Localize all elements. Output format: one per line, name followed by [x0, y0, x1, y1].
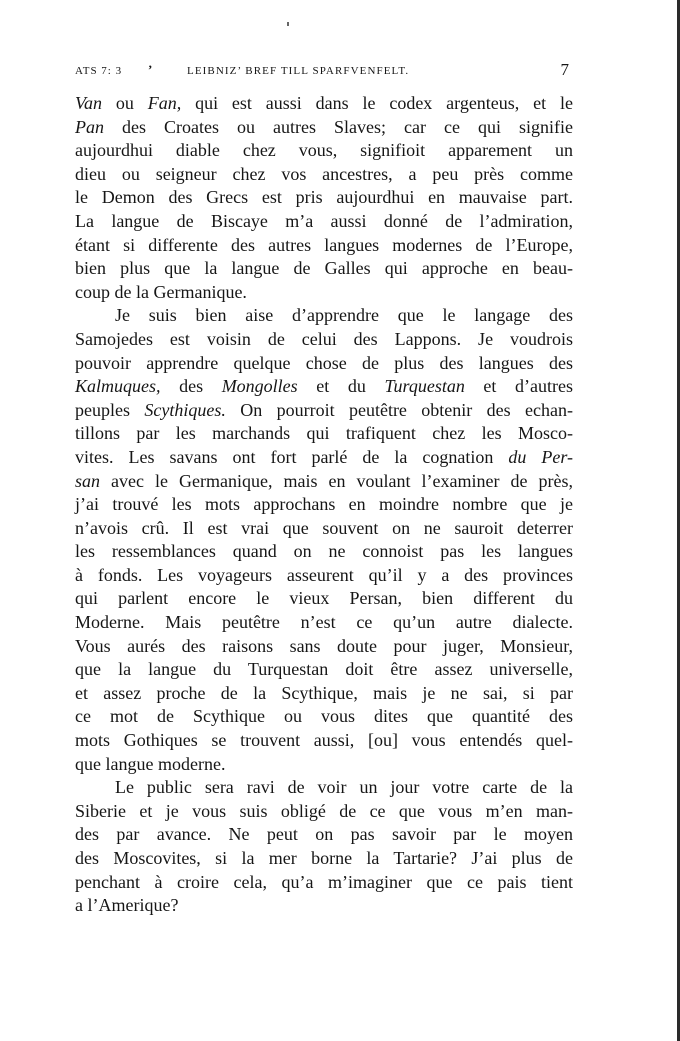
text-line: [75, 186, 573, 210]
running-title: LEIBNIZ’ BREF TILL SPARFVENFELT.: [187, 65, 410, 77]
text-segment: étant si differente des autres langues modernes de l’Europe,: [75, 234, 573, 255]
text-segment: les ressemblances quand on ne connoist pas les langues: [75, 541, 573, 562]
text-segment: j’ai trouvé les mots approchans en moindre nombre que je: [75, 494, 573, 515]
text-line: [75, 493, 573, 517]
running-head: [75, 60, 575, 86]
text-segment: tillons par les marchands qui trafiquent chez les Mosco-: [75, 423, 573, 444]
text-line: [75, 847, 573, 871]
text-segment: Siberie et je vous suis obligé de ce que vous m’en man-: [75, 800, 573, 821]
text-segment: des Croates ou autres Slaves; car ce qui signifie: [104, 116, 573, 137]
text-segment: qui parlent encore le vieux Persan, bien different du: [75, 588, 573, 609]
text-segment: n’avois crû. Il est vrai que souvent on ne sauroit deterrer: [75, 517, 573, 538]
italic-term: Van: [75, 93, 102, 113]
text-line: [75, 446, 573, 470]
text-line: [75, 375, 573, 399]
italic-term: Turquestan: [384, 376, 465, 397]
text-line: [75, 800, 573, 824]
text-segment: ce mot de Scythique ou vous dites que quantité des: [75, 706, 573, 727]
text-segment: et d’autres: [464, 376, 573, 397]
text-segment: avec le Germanique, mais en voulant l’examiner de près,: [100, 470, 573, 491]
text-segment: et assez proche de la Scythique, mais je ne sai, si par: [75, 682, 573, 703]
text-line: [75, 257, 573, 281]
text-line: [75, 823, 573, 847]
italic-term: Kalmuques,: [75, 376, 161, 397]
text-line: [75, 871, 573, 895]
text-line: [75, 635, 573, 659]
italic-term: Fan,: [147, 93, 182, 113]
text-line: [75, 328, 573, 352]
text-line: [75, 399, 573, 423]
text-segment: vites. Les savans ont fort parlé de la cognation: [75, 446, 509, 467]
text-line: [75, 894, 573, 918]
text-segment: des par avance. Ne peut on pas savoir par le moyen: [75, 824, 573, 845]
text-segment: que langue moderne.: [75, 753, 226, 774]
text-segment: penchant à croire cela, qu’a m’imaginer que ce pais tient: [75, 871, 573, 892]
text-segment: Samojedes est voisin de celui des Lappons. Je voudrois: [75, 328, 573, 349]
text-line: [75, 92, 573, 116]
text-line: [75, 658, 573, 682]
text-line: [75, 729, 573, 753]
italic-term: Scythiques.: [144, 399, 226, 420]
text-line: [75, 281, 573, 305]
text-line: [75, 753, 573, 777]
text-line: [75, 517, 573, 541]
italic-term: Mongolles: [221, 376, 298, 397]
text-segment: ou: [102, 93, 148, 113]
text-segment: dieu ou seigneur chez vos ancestres, a peu près comme: [75, 163, 573, 184]
text-segment: pouvoir apprendre quelque chose de plus des langues des: [75, 352, 573, 373]
marginal-mark: ’: [148, 62, 153, 77]
text-line: [75, 163, 573, 187]
text-segment: Moderne. Mais peutêtre n’est ce qu’un autre dialecte.: [75, 612, 573, 633]
text-segment: Vous aurés des raisons sans doute pour juger, Monsieur,: [75, 635, 573, 656]
text-segment: peuples: [75, 399, 145, 420]
text-segment: On pourroit peutêtre obtenir des echan-: [225, 399, 573, 420]
text-line: [75, 564, 573, 588]
text-line: [75, 304, 573, 328]
text-segment: coup de la Germanique.: [75, 281, 247, 302]
text-segment: et du: [297, 376, 385, 397]
text-segment: des Moscovites, si la mer borne la Tartarie? J’ai plus de: [75, 848, 573, 868]
text-line: [75, 352, 573, 376]
archive-signature: ATS 7: 3: [75, 65, 123, 77]
italic-term: san: [75, 470, 101, 491]
italic-term: du Per-: [508, 446, 573, 467]
letter-text: [75, 92, 573, 918]
text-line: [75, 234, 573, 258]
text-line: [75, 705, 573, 729]
text-segment: des: [160, 376, 222, 397]
text-line: [75, 776, 573, 800]
text-segment: aujourdhui diable chez vous, signifioit apparement un: [75, 140, 573, 161]
text-line: [75, 611, 573, 635]
text-line: [75, 682, 573, 706]
page-number: 7: [560, 60, 569, 79]
text-segment: Je suis bien aise d’apprendre que le langage des: [115, 305, 573, 326]
text-line: [75, 210, 573, 234]
text-segment: bien plus que la langue de Galles qui approche en beau-: [75, 258, 573, 279]
text-line: [75, 422, 573, 446]
print-mark: [287, 22, 289, 26]
text-line: [75, 470, 573, 494]
text-segment: La langue de Biscaye m’a aussi donné de l’admiration,: [75, 210, 573, 231]
text-segment: qui est aussi dans le codex argenteus, et le: [181, 93, 573, 113]
italic-term: Pan: [75, 116, 104, 137]
text-segment: à fonds. Les voyageurs asseurent qu’il y a des provinces: [75, 564, 573, 585]
text-segment: que la langue du Turquestan doit être assez universelle,: [75, 659, 573, 680]
text-segment: mots Gothiques se trouvent aussi, [ou] vous entendés quel-: [75, 730, 573, 751]
text-line: [75, 540, 573, 564]
text-segment: Le public sera ravi de voir un jour votre carte de la: [115, 777, 573, 798]
text-line: [75, 587, 573, 611]
text-segment: le Demon des Grecs est pris aujourdhui en mauvaise part.: [75, 187, 573, 208]
text-line: [75, 116, 573, 140]
text-line: [75, 139, 573, 163]
text-segment: a l’Amerique?: [75, 895, 179, 916]
